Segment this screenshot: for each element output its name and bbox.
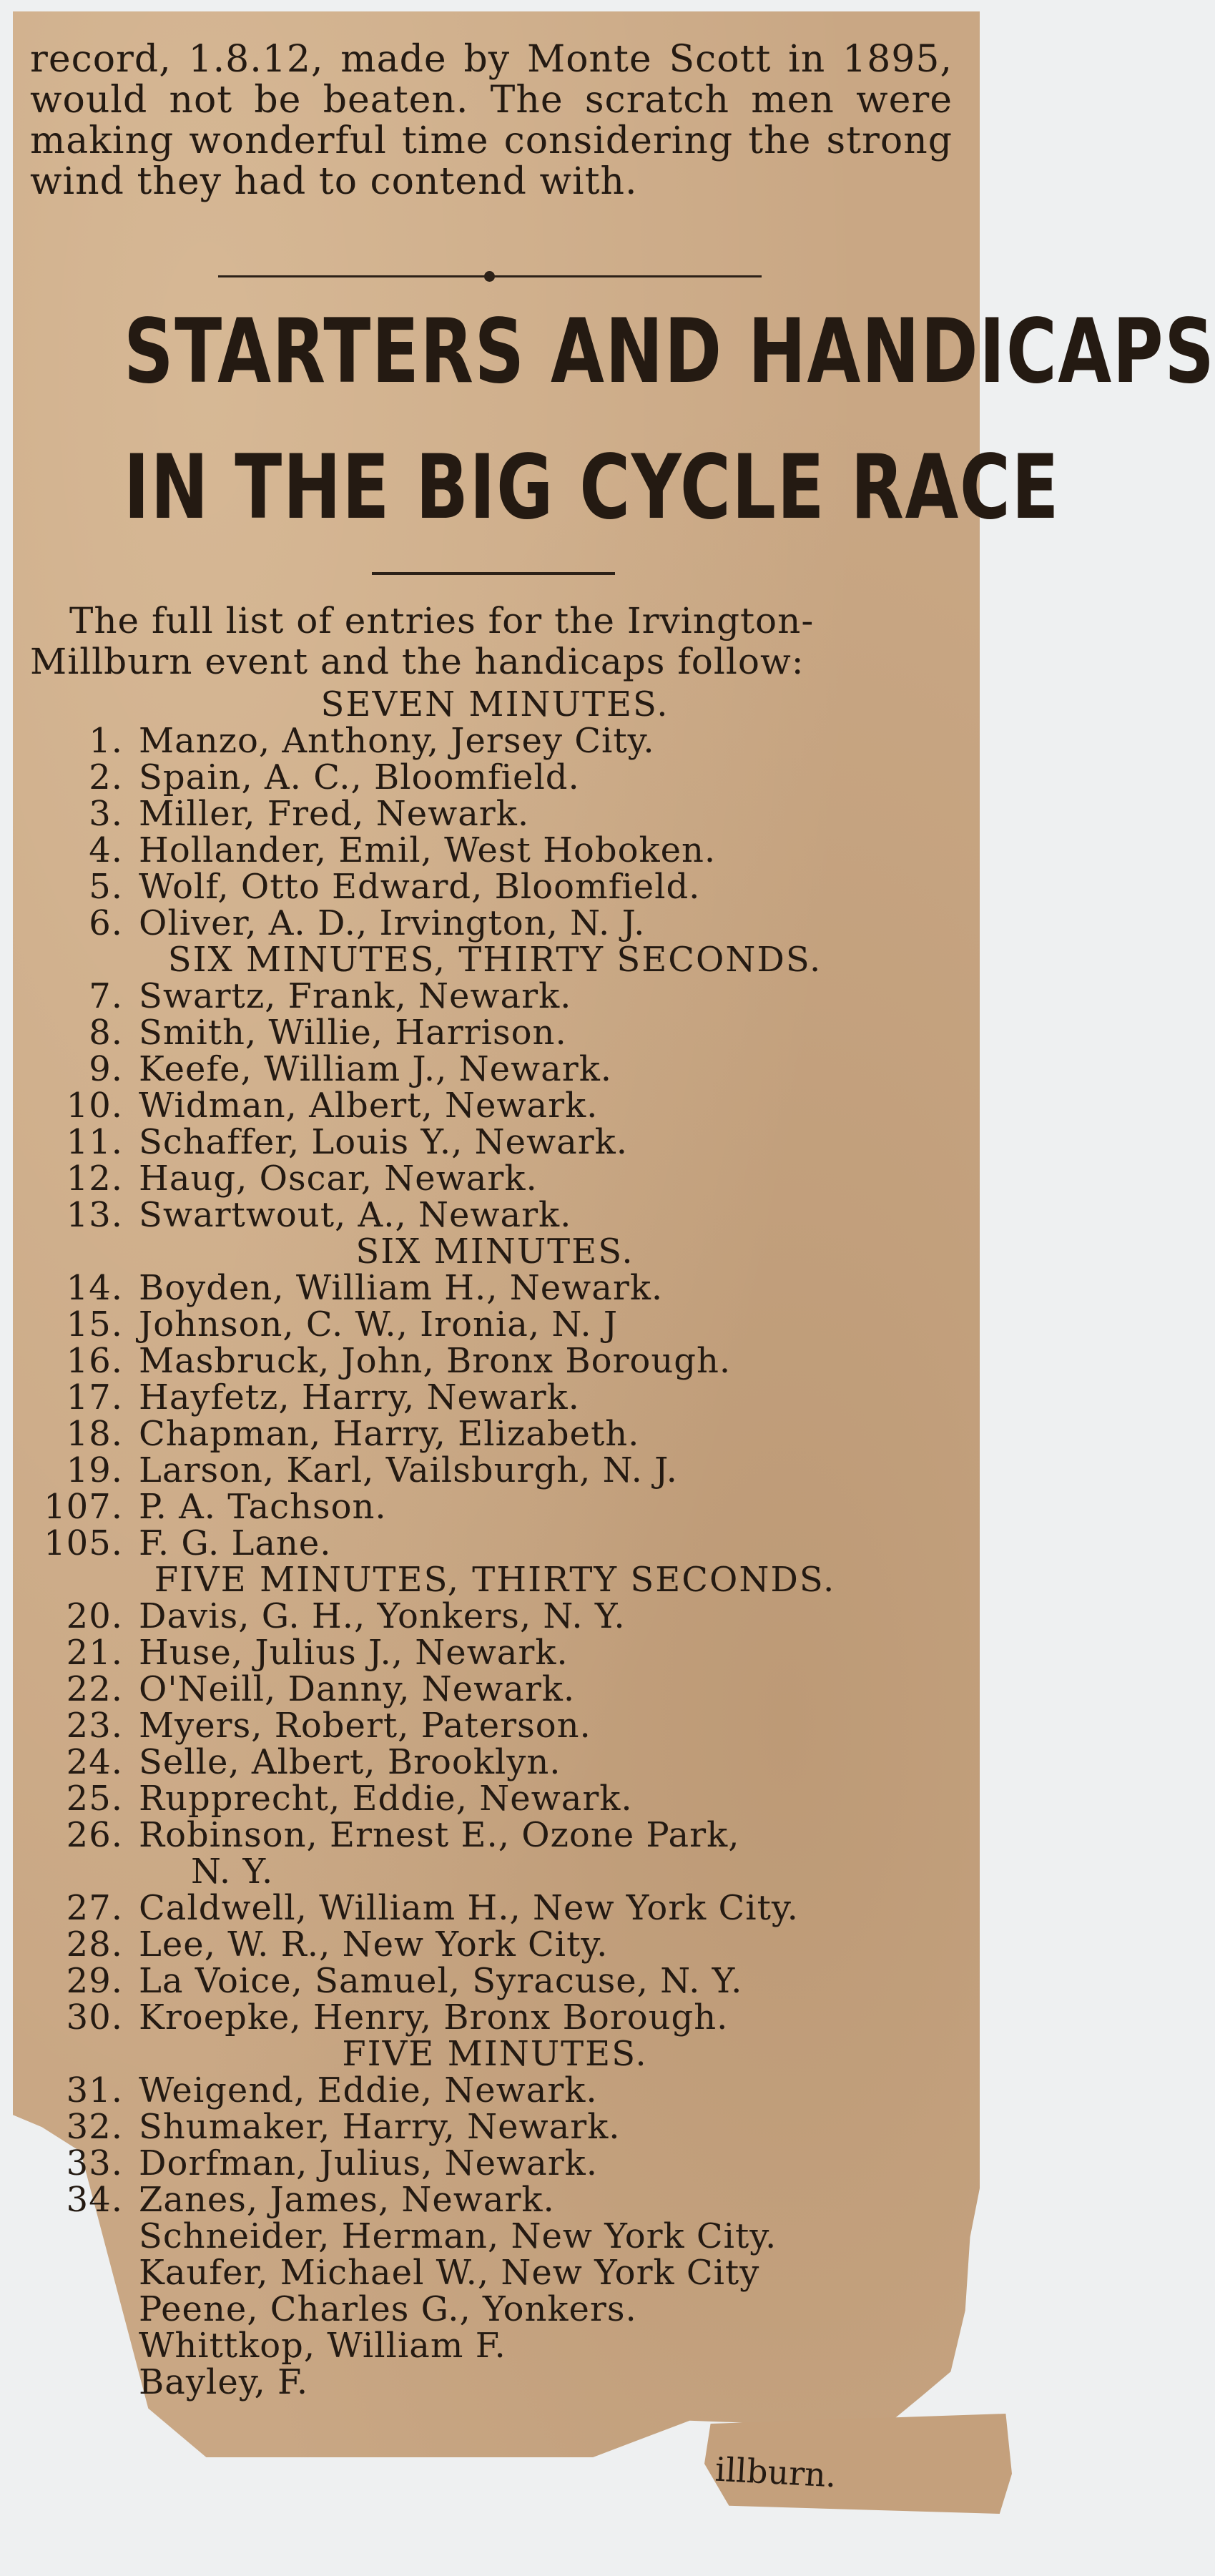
entry-row [30, 1890, 960, 1927]
entry-row [30, 2145, 960, 2182]
entry-row [30, 1452, 960, 1489]
entry-name: Widman, Albert, Newark. [139, 1086, 599, 1126]
entry-name: P. A. Tachson. [139, 1487, 387, 1527]
lead-line-1: The full list of entries for the Irvington- [69, 600, 815, 641]
entry-row [30, 1015, 960, 1051]
entry-row [30, 1416, 960, 1452]
entry-number [30, 2328, 139, 2364]
entry-number: 20. [66, 1596, 123, 1636]
entry-number: 8. [89, 1013, 123, 1053]
entry-name: Kaufer, Michael W., New York City [139, 2253, 760, 2293]
entry-name: Robinson, Ernest E., Ozone Park, [139, 1815, 740, 1855]
entry-number: 105. [44, 1523, 123, 1563]
entry-name: Chapman, Harry, Elizabeth. [139, 1414, 640, 1454]
entry-number: 30. [66, 1997, 123, 2037]
entry-number: 19. [66, 1450, 123, 1490]
entry-number: 7. [89, 976, 123, 1016]
entry-row [30, 1781, 960, 1817]
entry-row [30, 2364, 960, 2401]
entry-name: Dorfman, Julius, Newark. [139, 2143, 598, 2183]
entry-name: Swartz, Frank, Newark. [139, 976, 572, 1016]
entry-name: Spain, A. C., Bloomfield. [139, 757, 580, 797]
entry-name: Haug, Oscar, Newark. [139, 1159, 538, 1199]
headline-line-2: IN THE BIG CYCLE RACE [124, 436, 1061, 539]
entry-name: Hayfetz, Harry, Newark. [139, 1377, 580, 1417]
entry-name: Hollander, Emil, West Hoboken. [139, 830, 717, 870]
entry-number: 9. [89, 1049, 123, 1089]
entry-row [30, 723, 960, 759]
entry-row [30, 1997, 960, 2037]
section-heading: FIVE MINUTES. [342, 2034, 648, 2074]
entry-name: Oliver, A. D., Irvington, N. J. [139, 903, 646, 943]
entry-row [30, 1051, 960, 1088]
fragment-text: illburn. [714, 2449, 837, 2495]
entry-row [30, 1924, 960, 1965]
entry-list [30, 684, 960, 2402]
entry-number [30, 2291, 139, 2328]
entry-number: 29. [66, 1961, 123, 2001]
entry-number: 32. [66, 2107, 123, 2147]
entry-name: Keefe, William J., Newark. [139, 1049, 613, 1089]
entry-number: 18. [66, 1414, 123, 1454]
entry-row [30, 1161, 960, 1197]
entry-number: 1. [89, 721, 123, 761]
entry-row [30, 1124, 960, 1161]
entry-number: 27. [66, 1888, 123, 1928]
lead-line-2: Millburn event and the handicaps follow: [30, 641, 805, 682]
section-heading: FIVE MINUTES, THIRTY SECONDS. [154, 1560, 836, 1600]
entry-name: Smith, Willie, Harrison. [139, 1013, 567, 1053]
entry-number: 25. [66, 1779, 123, 1819]
entry-name: Peene, Charles G., Yonkers. [139, 2289, 637, 2329]
headline-rule [372, 572, 615, 575]
section-heading: SEVEN MINUTES. [320, 684, 669, 724]
entry-name: Schaffer, Louis Y., Newark. [139, 1122, 629, 1162]
entry-row [30, 1270, 960, 1307]
entry-name: Selle, Albert, Brooklyn. [139, 1742, 561, 1782]
entry-row [30, 2109, 960, 2145]
entry-name: Huse, Julius J., Newark. [139, 1633, 569, 1673]
entry-name: Boyden, William H., Newark. [139, 1268, 664, 1308]
entry-number: 17. [66, 1377, 123, 1417]
entry-number: 10. [66, 1086, 123, 1126]
entry-name: Swartwout, A., Newark. [139, 1195, 572, 1235]
entry-name: Whittkop, William F. [139, 2326, 506, 2366]
entry-name: Larson, Karl, Vailsburgh, N. J. [139, 1450, 678, 1490]
entry-name: Davis, G. H., Yonkers, N. Y. [139, 1596, 626, 1636]
entry-name: Lee, W. R., New York City. [139, 1924, 609, 1965]
entry-name: Schneider, Herman, New York City. [139, 2216, 777, 2256]
entry-name: Bayley, F. [139, 2362, 309, 2402]
entry-row [30, 1197, 960, 1234]
entry-number: 6. [89, 903, 123, 943]
entry-name: Miller, Fred, Newark. [139, 794, 530, 834]
entry-name: Kroepke, Henry, Bronx Borough. [139, 1997, 729, 2037]
entry-row [30, 2255, 960, 2291]
entry-row [30, 1598, 960, 1635]
entry-number: 3. [89, 794, 123, 834]
entry-name: Rupprecht, Eddie, Newark. [139, 1779, 633, 1819]
entry-name: Manzo, Anthony, Jersey City. [139, 721, 655, 761]
entry-row [30, 1635, 960, 1671]
entry-number: 31. [66, 2070, 123, 2110]
entry-number: 4. [89, 830, 123, 870]
entry-number: 107. [44, 1487, 123, 1527]
entry-name: Shumaker, Harry, Newark. [139, 2107, 621, 2147]
entry-number: 15. [66, 1304, 123, 1344]
entry-number: 33. [66, 2143, 123, 2183]
headline-line-1: STARTERS AND HANDICAPS [124, 300, 1215, 403]
entry-row [30, 2182, 960, 2218]
entry-name: Caldwell, William H., New York City. [139, 1888, 799, 1928]
entry-name: Zanes, James, Newark. [139, 2180, 555, 2220]
entry-number: 16. [66, 1341, 123, 1381]
entry-number: 13. [66, 1195, 123, 1235]
entry-number [30, 2364, 139, 2401]
entry-row [30, 1817, 960, 1854]
entry-row [30, 832, 960, 869]
entry-number [30, 2218, 139, 2255]
entry-row [30, 1088, 960, 1124]
entry-row [30, 1708, 960, 1744]
entry-row [30, 2328, 960, 2364]
section-heading: SIX MINUTES. [355, 1232, 634, 1272]
entry-number: 26. [66, 1815, 123, 1855]
entry-row [30, 2070, 960, 2110]
entry-number: 22. [66, 1669, 123, 1709]
entry-number [30, 2255, 139, 2291]
lead-paragraph [30, 601, 960, 682]
section-heading: SIX MINUTES, THIRTY SECONDS. [167, 940, 822, 980]
entry-name: Masbruck, John, Bronx Borough. [139, 1341, 732, 1381]
entry-number: 23. [66, 1706, 123, 1746]
entry-name: Myers, Robert, Paterson. [139, 1706, 591, 1746]
entry-number: 14. [66, 1268, 123, 1308]
entry-row [30, 1744, 960, 1781]
entry-row [30, 759, 960, 796]
entry-continuation: N. Y. [191, 1852, 274, 1892]
entry-name: O'Neill, Danny, Newark. [139, 1669, 576, 1709]
entry-row [30, 1343, 960, 1380]
entry-row [30, 1377, 960, 1417]
intro-paragraph: record, 1.8.12, made by Monte Scott in 1895, would not be beaten. The scratch men were making wonderful time considering the strong wind they had to contend with. [30, 38, 953, 203]
entry-row [30, 978, 960, 1015]
entry-number: 11. [66, 1122, 123, 1162]
entry-name: F. G. Lane. [139, 1523, 332, 1563]
divider-rule [218, 275, 762, 277]
entry-number: 34. [66, 2180, 123, 2220]
entry-number: 21. [66, 1633, 123, 1673]
entry-name: Weigend, Eddie, Newark. [139, 2070, 598, 2110]
entry-number: 2. [89, 757, 123, 797]
entry-name: Wolf, Otto Edward, Bloomfield. [139, 867, 701, 907]
entry-number: 24. [66, 1742, 123, 1782]
entry-name: Johnson, C. W., Ironia, N. J [139, 1304, 619, 1344]
entry-row [30, 905, 960, 942]
entry-row [30, 869, 960, 905]
entry-number: 28. [66, 1924, 123, 1965]
entry-row [30, 1963, 960, 2000]
entry-number: 12. [66, 1159, 123, 1199]
entry-number: 5. [89, 867, 123, 907]
entry-name: La Voice, Samuel, Syracuse, N. Y. [139, 1961, 743, 2001]
entry-row [30, 1304, 960, 1344]
entry-row [30, 2291, 960, 2328]
entry-row [30, 1489, 960, 1525]
entry-row [30, 1671, 960, 1708]
entry-row [30, 1525, 960, 1562]
entry-row [30, 2218, 960, 2255]
entry-row [30, 796, 960, 832]
